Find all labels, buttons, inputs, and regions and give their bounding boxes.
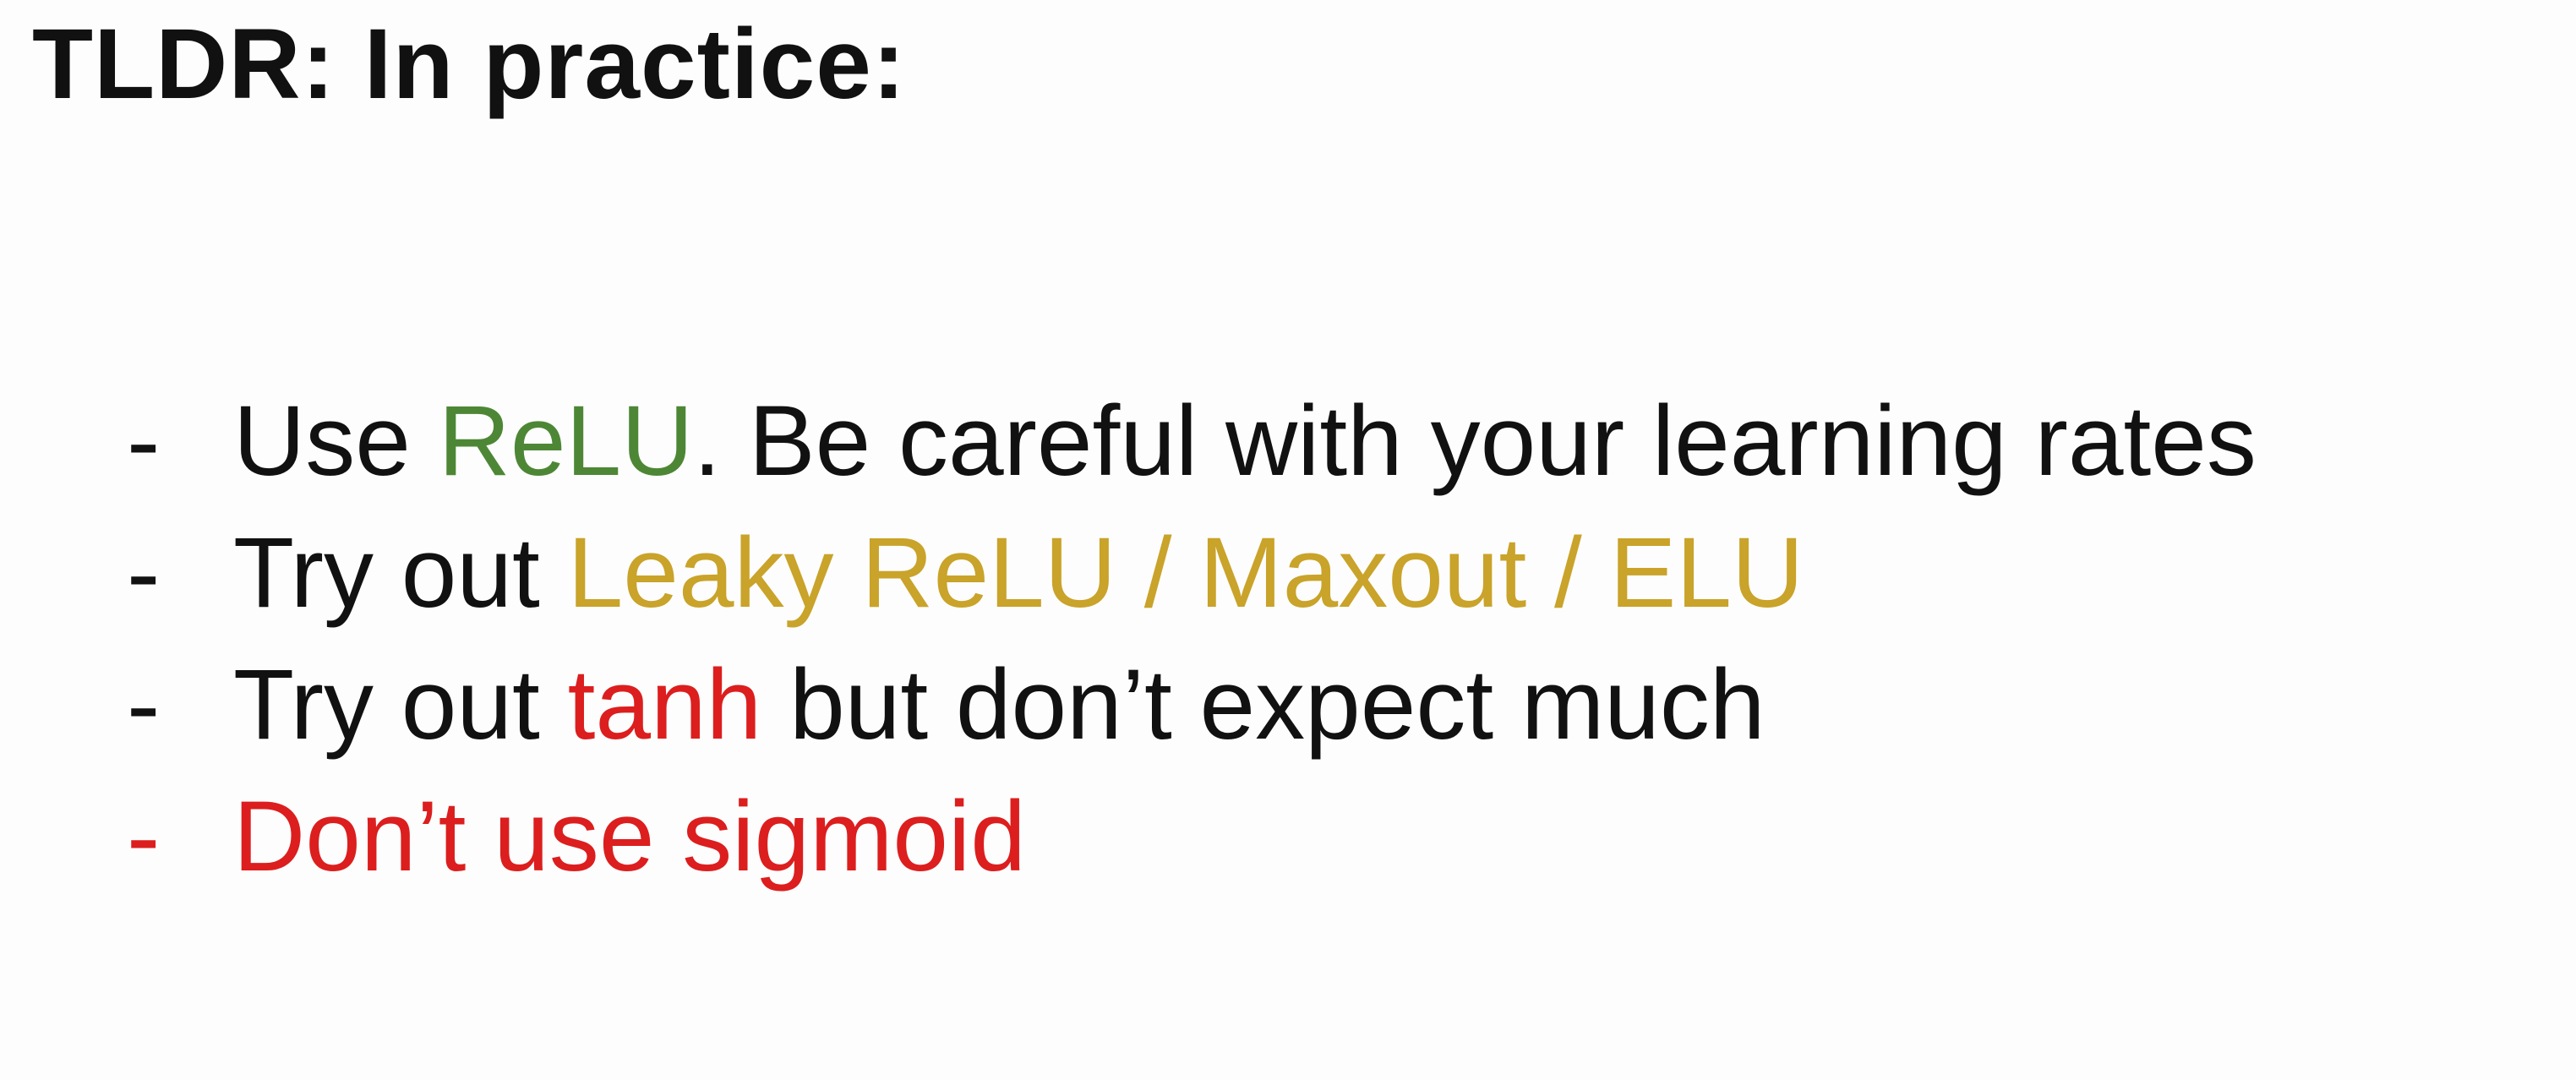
bullet-text-post: but don’t expect much xyxy=(761,649,1766,761)
bullet-alternatives xyxy=(127,507,2257,639)
bullet-text: Don’t use sigmoid xyxy=(233,781,1026,892)
bullet-list xyxy=(127,375,2257,903)
bullet-text-pre: Try out xyxy=(233,517,568,629)
bullet-dash: - xyxy=(127,517,161,629)
bullet-dash: - xyxy=(127,781,161,892)
bullet-text-pre: Use xyxy=(233,385,439,497)
bullet-text xyxy=(233,639,1766,771)
bullet-dash: - xyxy=(127,649,161,761)
bullet-sigmoid xyxy=(127,771,2257,903)
bullet-dash: - xyxy=(127,385,161,497)
bullet-relu xyxy=(127,375,2257,507)
alternatives-highlight: Leaky ReLU / Maxout / ELU xyxy=(567,517,1804,629)
bullet-text xyxy=(233,375,2257,507)
relu-highlight: ReLU xyxy=(438,385,694,497)
bullet-text-post: . Be careful with your learning rates xyxy=(693,385,2257,497)
tanh-highlight: tanh xyxy=(567,649,762,761)
bullet-tanh xyxy=(127,639,2257,771)
slide-title: TLDR: In practice: xyxy=(32,8,907,120)
bullet-text xyxy=(233,507,1804,639)
bullet-text-pre: Try out xyxy=(233,649,568,761)
